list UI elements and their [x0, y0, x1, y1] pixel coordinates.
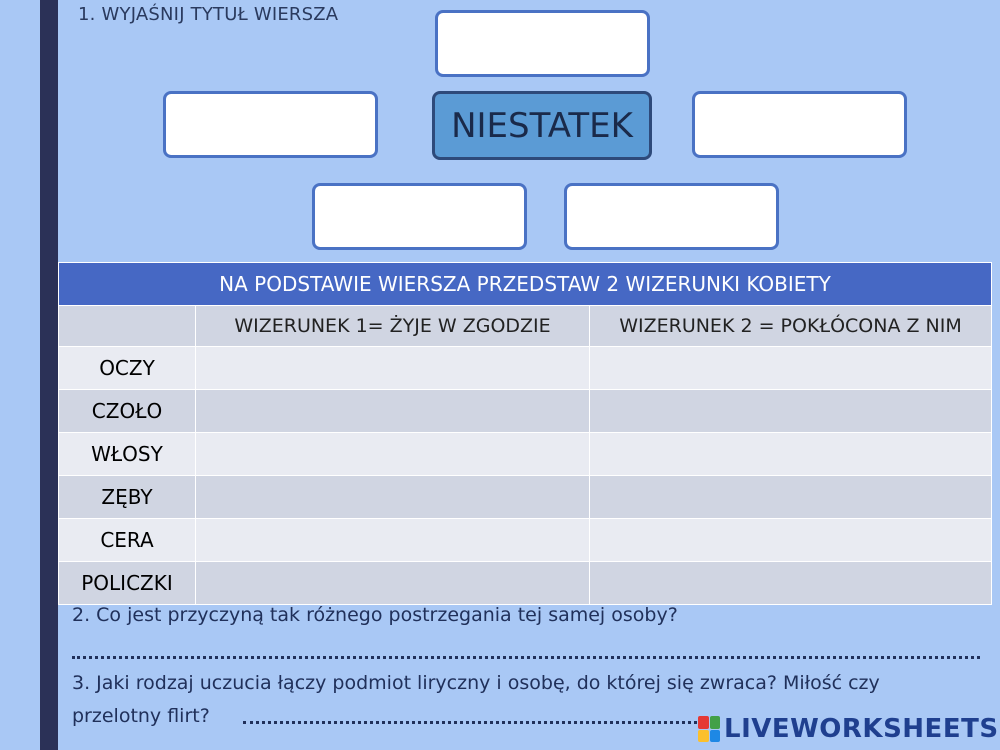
question-2-text: 2. Co jest przyczyną tak różnego postrzegania tej samej osoby? — [72, 604, 678, 626]
answer-box-right[interactable] — [692, 91, 907, 158]
answer-cell[interactable] — [590, 476, 992, 519]
answer-cell[interactable] — [196, 476, 590, 519]
row-label-policzki: POLICZKI — [59, 562, 196, 605]
row-label-cera: CERA — [59, 519, 196, 562]
answer-cell[interactable] — [590, 347, 992, 390]
center-word-box — [432, 91, 652, 160]
answer-cell[interactable] — [590, 390, 992, 433]
answer-cell[interactable] — [590, 562, 992, 605]
row-label-zeby: ZĘBY — [59, 476, 196, 519]
answer-cell[interactable] — [196, 562, 590, 605]
answer-cell[interactable] — [196, 433, 590, 476]
answer-cell[interactable] — [590, 433, 992, 476]
table-row — [59, 562, 992, 605]
table-corner-cell — [59, 306, 196, 347]
question-3-text-line2: przelotny flirt? — [72, 705, 210, 727]
table-row — [59, 519, 992, 562]
center-word: NIESTATEK — [451, 105, 633, 146]
table-row — [59, 347, 992, 390]
logo-text: LIVEWORKSHEETS — [724, 714, 999, 744]
row-label-czolo: CZOŁO — [59, 390, 196, 433]
question-3-text-line1: 3. Jaki rodzaj uczucia łączy podmiot liryczny i osobę, do której się zwraca? Miłość czy — [72, 672, 880, 694]
portrait-table — [58, 262, 992, 605]
answer-line-3[interactable] — [243, 714, 703, 724]
table-row — [59, 433, 992, 476]
liveworksheets-logo — [698, 714, 999, 744]
answer-cell[interactable] — [590, 519, 992, 562]
question-1-label: 1. WYJAŚNIJ TYTUŁ WIERSZA — [78, 4, 339, 25]
row-label-oczy: OCZY — [59, 347, 196, 390]
answer-cell[interactable] — [196, 519, 590, 562]
table-row — [59, 476, 992, 519]
column-header-2: WIZERUNEK 2 = POKŁÓCONA Z NIM — [590, 306, 992, 347]
answer-box-bottom-left[interactable] — [312, 183, 527, 250]
answer-cell[interactable] — [196, 390, 590, 433]
answer-line-2[interactable] — [72, 645, 980, 659]
table-title: NA PODSTAWIE WIERSZA PRZEDSTAW 2 WIZERUNKI KOBIETY — [59, 263, 992, 306]
column-header-1: WIZERUNEK 1= ŻYJE W ZGODZIE — [196, 306, 590, 347]
table-row — [59, 390, 992, 433]
answer-box-left[interactable] — [163, 91, 378, 158]
answer-box-bottom-right[interactable] — [564, 183, 779, 250]
left-accent-bar — [40, 0, 58, 750]
answer-box-top[interactable] — [435, 10, 650, 77]
row-label-wlosy: WŁOSY — [59, 433, 196, 476]
liveworksheets-badge-icon — [698, 716, 720, 742]
answer-cell[interactable] — [196, 347, 590, 390]
